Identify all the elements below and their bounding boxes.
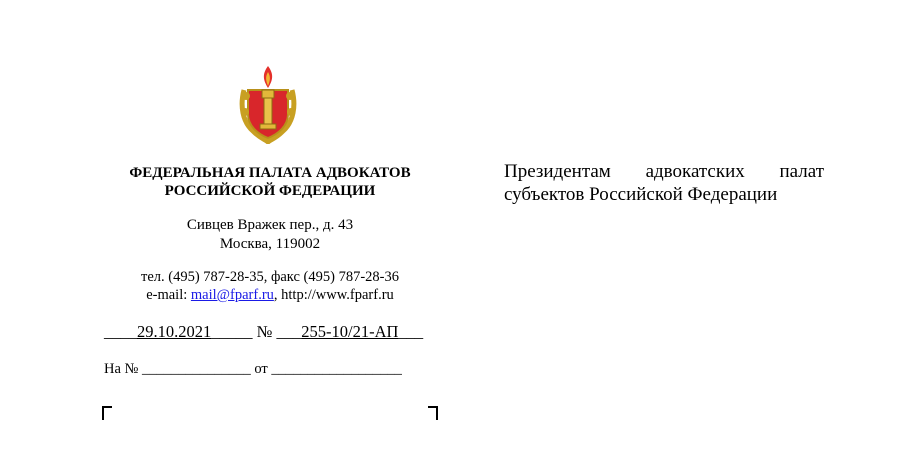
email-web xyxy=(90,286,450,304)
date-trail-blank: _____ xyxy=(211,322,253,341)
phone-fax: тел. (495) 787-28-35, факс (495) 787-28-36 xyxy=(141,269,399,285)
number-sign: № xyxy=(256,322,273,341)
address-city: Москва, 119002 xyxy=(219,236,321,252)
email-label: e-mail: xyxy=(146,287,191,303)
recipient-word-1: Президентам xyxy=(504,161,611,182)
number-lead-blank: ___ xyxy=(276,322,302,341)
address-street: Сивцев Вражек пер., д. 43 xyxy=(186,217,354,233)
recipient-line1 xyxy=(504,160,824,183)
recipient-word-3: палат xyxy=(779,161,824,182)
reply-reference-line: На № _______________ от __________________ xyxy=(104,361,402,377)
email-link[interactable]: mail@fparf.ru xyxy=(190,287,274,303)
document-number: 255-10/21-АП xyxy=(301,322,399,341)
recipient-line2: субъектов Российской Федерации xyxy=(504,184,778,205)
website-text: , http://www.fparf.ru xyxy=(273,287,394,303)
recipient-word-2: адвокатских xyxy=(645,161,745,182)
org-name-line2: РОССИЙСКОЙ ФЕДЕРАЦИИ xyxy=(164,183,376,199)
org-name-line1: ФЕДЕРАЛЬНАЯ ПАЛАТА АДВОКАТОВ xyxy=(129,165,411,181)
date-lead-blank: ____ xyxy=(104,322,137,341)
recipient-block xyxy=(504,160,824,206)
registration-line xyxy=(104,322,444,342)
emblem-logo xyxy=(236,60,300,144)
address-frame-corner-right xyxy=(428,406,438,420)
address-frame-corner-left xyxy=(102,406,112,420)
number-trail-blank: ___ xyxy=(398,322,424,341)
document-date: 29.10.2021 xyxy=(137,322,212,341)
